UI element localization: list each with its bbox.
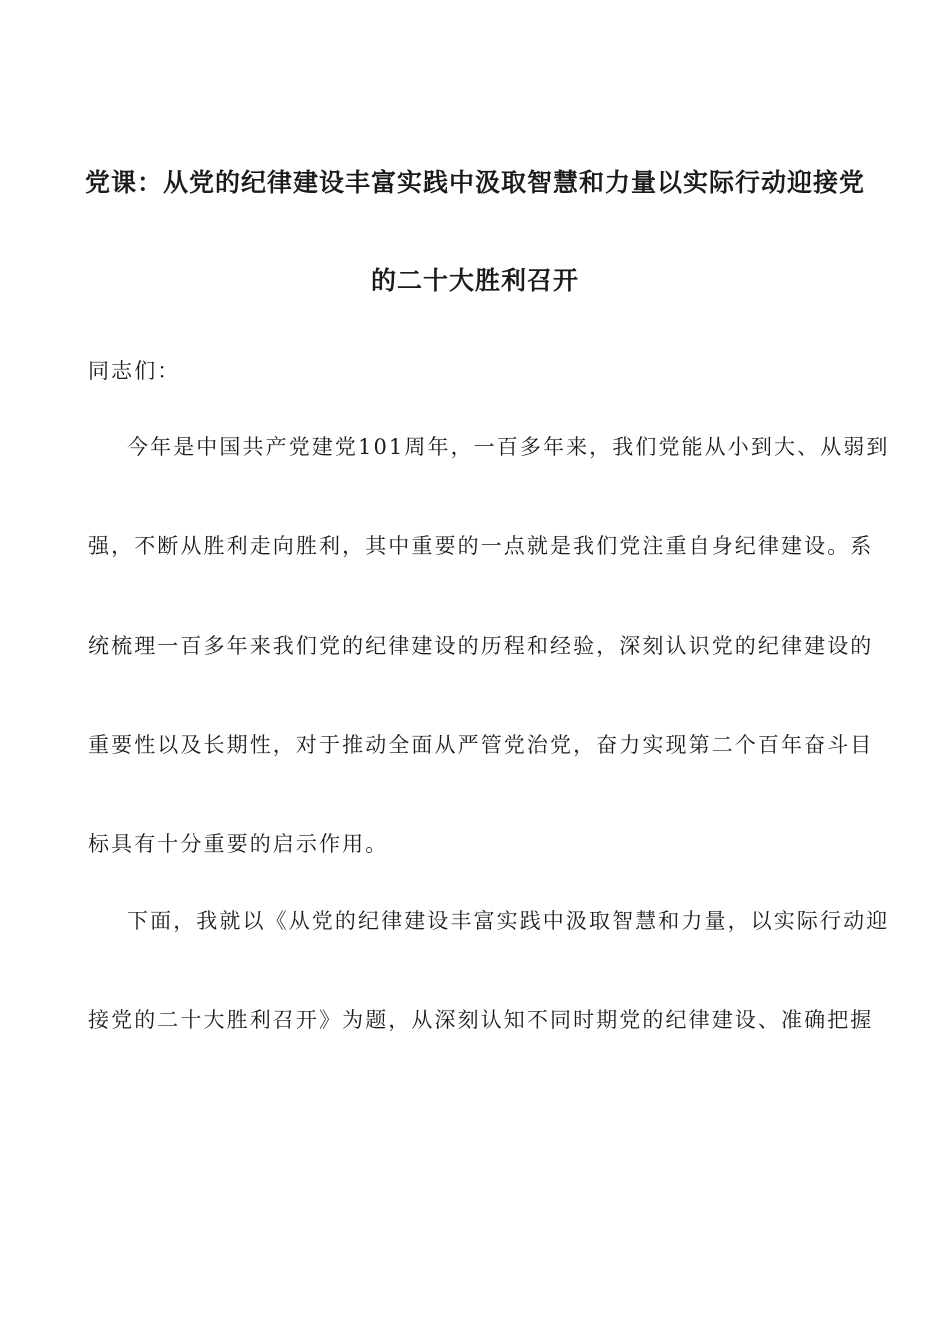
paragraph-1-line: 标具有十分重要的启示作用。 (88, 832, 389, 856)
paragraph-1-line: 今年是中国共产党建党101周年，一百多年来，我们党能从小到大、从弱到 (127, 435, 890, 459)
document-title-line-2: 的二十大胜利召开 (370, 266, 579, 295)
paragraph-2-line: 下面，我就以《从党的纪律建设丰富实践中汲取智慧和力量，以实际行动迎 (127, 909, 890, 933)
salutation: 同志们： (88, 359, 181, 383)
paragraph-2-line: 接党的二十大胜利召开》为题，从深刻认知不同时期党的纪律建设、准确把握 (88, 1008, 874, 1032)
paragraph-1-line: 重要性以及长期性，对于推动全面从严管党治党，奋力实现第二个百年奋斗目 (88, 733, 874, 757)
paragraph-1-line: 强，不断从胜利走向胜利，其中重要的一点就是我们党注重自身纪律建设。系 (88, 534, 874, 558)
paragraph-1-line: 统梳理一百多年来我们党的纪律建设的历程和经验，深刻认识党的纪律建设的 (88, 634, 874, 658)
document-title-line-1: 党课：从党的纪律建设丰富实践中汲取智慧和力量以实际行动迎接党 (84, 168, 865, 197)
